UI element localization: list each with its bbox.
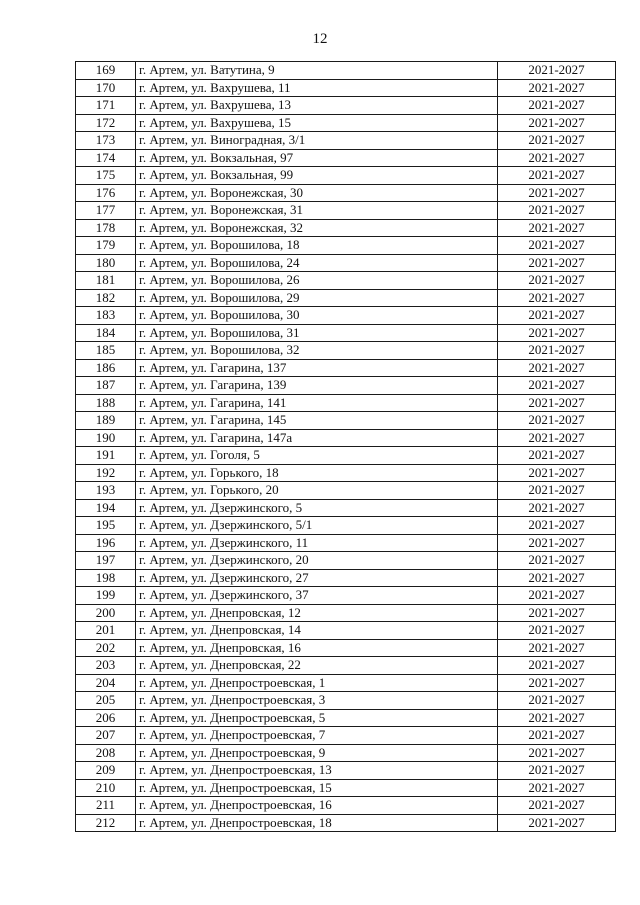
period-cell: 2021-2027 [498,324,616,342]
table-row [76,517,616,535]
period-cell: 2021-2027 [498,744,616,762]
row-number-cell: 212 [76,814,136,832]
address-cell: г. Артем, ул. Гоголя, 5 [136,447,498,465]
address-cell: г. Артем, ул. Ворошилова, 30 [136,307,498,325]
period-cell: 2021-2027 [498,167,616,185]
row-number-cell: 189 [76,412,136,430]
address-cell: г. Артем, ул. Днепростроевская, 15 [136,779,498,797]
address-cell: г. Артем, ул. Дзержинского, 37 [136,587,498,605]
address-cell: г. Артем, ул. Днепростроевская, 3 [136,692,498,710]
period-cell: 2021-2027 [498,657,616,675]
table-row [76,149,616,167]
period-cell: 2021-2027 [498,149,616,167]
address-cell: г. Артем, ул. Ворошилова, 18 [136,237,498,255]
row-number-cell: 173 [76,132,136,150]
period-cell: 2021-2027 [498,412,616,430]
table-row [76,219,616,237]
period-cell: 2021-2027 [498,814,616,832]
row-number-cell: 190 [76,429,136,447]
row-number-cell: 197 [76,552,136,570]
period-cell: 2021-2027 [498,534,616,552]
table-row [76,202,616,220]
period-cell: 2021-2027 [498,254,616,272]
table-row [76,254,616,272]
row-number-cell: 201 [76,622,136,640]
table-row [76,167,616,185]
table-row [76,674,616,692]
row-number-cell: 198 [76,569,136,587]
period-cell: 2021-2027 [498,429,616,447]
table-row [76,324,616,342]
period-cell: 2021-2027 [498,552,616,570]
address-cell: г. Артем, ул. Днепростроевская, 5 [136,709,498,727]
address-cell: г. Артем, ул. Горького, 20 [136,482,498,500]
table-row [76,429,616,447]
row-number-cell: 174 [76,149,136,167]
period-cell: 2021-2027 [498,342,616,360]
row-number-cell: 210 [76,779,136,797]
row-number-cell: 170 [76,79,136,97]
address-cell: г. Артем, ул. Ворошилова, 29 [136,289,498,307]
table-row [76,377,616,395]
address-cell: г. Артем, ул. Вахрушева, 11 [136,79,498,97]
table-row [76,237,616,255]
table-row [76,62,616,80]
period-cell: 2021-2027 [498,569,616,587]
address-cell: г. Артем, ул. Воронежская, 31 [136,202,498,220]
table-row [76,797,616,815]
table-row [76,639,616,657]
row-number-cell: 171 [76,97,136,115]
period-cell: 2021-2027 [498,62,616,80]
table-row [76,692,616,710]
period-cell: 2021-2027 [498,464,616,482]
period-cell: 2021-2027 [498,219,616,237]
table-row [76,499,616,517]
row-number-cell: 207 [76,727,136,745]
table-row [76,569,616,587]
period-cell: 2021-2027 [498,639,616,657]
table-row [76,447,616,465]
row-number-cell: 209 [76,762,136,780]
row-number-cell: 195 [76,517,136,535]
address-cell: г. Артем, ул. Днепровская, 16 [136,639,498,657]
period-cell: 2021-2027 [498,604,616,622]
row-number-cell: 176 [76,184,136,202]
address-cell: г. Артем, ул. Вокзальная, 99 [136,167,498,185]
row-number-cell: 202 [76,639,136,657]
address-cell: г. Артем, ул. Днепровская, 22 [136,657,498,675]
table-row [76,342,616,360]
table-row [76,482,616,500]
address-cell: г. Артем, ул. Дзержинского, 5 [136,499,498,517]
period-cell: 2021-2027 [498,359,616,377]
address-cell: г. Артем, ул. Гагарина, 137 [136,359,498,377]
row-number-cell: 185 [76,342,136,360]
table-row [76,132,616,150]
row-number-cell: 203 [76,657,136,675]
period-cell: 2021-2027 [498,797,616,815]
address-cell: г. Артем, ул. Дзержинского, 11 [136,534,498,552]
table-row [76,464,616,482]
period-cell: 2021-2027 [498,237,616,255]
row-number-cell: 211 [76,797,136,815]
row-number-cell: 206 [76,709,136,727]
page-number: 12 [312,31,328,47]
row-number-cell: 169 [76,62,136,80]
period-cell: 2021-2027 [498,762,616,780]
address-cell: г. Артем, ул. Ворошилова, 31 [136,324,498,342]
address-cell: г. Артем, ул. Горького, 18 [136,464,498,482]
period-cell: 2021-2027 [498,447,616,465]
address-cell: г. Артем, ул. Дзержинского, 5/1 [136,517,498,535]
row-number-cell: 193 [76,482,136,500]
row-number-cell: 186 [76,359,136,377]
row-number-cell: 181 [76,272,136,290]
row-number-cell: 191 [76,447,136,465]
table-row [76,762,616,780]
row-number-cell: 178 [76,219,136,237]
table-row [76,744,616,762]
period-cell: 2021-2027 [498,517,616,535]
period-cell: 2021-2027 [498,692,616,710]
table-row [76,534,616,552]
table-row [76,97,616,115]
address-cell: г. Артем, ул. Днепростроевская, 16 [136,797,498,815]
address-cell: г. Артем, ул. Ворошилова, 24 [136,254,498,272]
row-number-cell: 205 [76,692,136,710]
row-number-cell: 199 [76,587,136,605]
period-cell: 2021-2027 [498,674,616,692]
table-row [76,114,616,132]
period-cell: 2021-2027 [498,394,616,412]
row-number-cell: 175 [76,167,136,185]
row-number-cell: 179 [76,237,136,255]
address-cell: г. Артем, ул. Виноградная, 3/1 [136,132,498,150]
period-cell: 2021-2027 [498,114,616,132]
address-cell: г. Артем, ул. Гагарина, 139 [136,377,498,395]
address-cell: г. Артем, ул. Днепростроевская, 1 [136,674,498,692]
address-cell: г. Артем, ул. Ватутина, 9 [136,62,498,80]
table-row [76,272,616,290]
address-cell: г. Артем, ул. Днепростроевская, 13 [136,762,498,780]
address-cell: г. Артем, ул. Днепростроевская, 7 [136,727,498,745]
period-cell: 2021-2027 [498,587,616,605]
row-number-cell: 208 [76,744,136,762]
period-cell: 2021-2027 [498,272,616,290]
table-row [76,359,616,377]
address-cell: г. Артем, ул. Ворошилова, 32 [136,342,498,360]
period-cell: 2021-2027 [498,97,616,115]
period-cell: 2021-2027 [498,184,616,202]
address-cell: г. Артем, ул. Днепростроевская, 9 [136,744,498,762]
table-row [76,412,616,430]
row-number-cell: 192 [76,464,136,482]
table-row [76,814,616,832]
table-row [76,289,616,307]
address-cell: г. Артем, ул. Днепровская, 12 [136,604,498,622]
row-number-cell: 180 [76,254,136,272]
address-cell: г. Артем, ул. Гагарина, 147а [136,429,498,447]
address-cell: г. Артем, ул. Ворошилова, 26 [136,272,498,290]
period-cell: 2021-2027 [498,709,616,727]
address-cell: г. Артем, ул. Воронежская, 30 [136,184,498,202]
table-row [76,604,616,622]
period-cell: 2021-2027 [498,727,616,745]
address-cell: г. Артем, ул. Днепростроевская, 18 [136,814,498,832]
row-number-cell: 182 [76,289,136,307]
row-number-cell: 196 [76,534,136,552]
row-number-cell: 177 [76,202,136,220]
row-number-cell: 172 [76,114,136,132]
period-cell: 2021-2027 [498,202,616,220]
row-number-cell: 183 [76,307,136,325]
address-cell: г. Артем, ул. Днепровская, 14 [136,622,498,640]
table-row [76,622,616,640]
table-row [76,779,616,797]
table-row [76,709,616,727]
period-cell: 2021-2027 [498,622,616,640]
address-cell: г. Артем, ул. Вахрушева, 13 [136,97,498,115]
row-number-cell: 188 [76,394,136,412]
period-cell: 2021-2027 [498,482,616,500]
address-table [75,61,616,832]
row-number-cell: 200 [76,604,136,622]
table-row [76,394,616,412]
address-cell: г. Артем, ул. Дзержинского, 27 [136,569,498,587]
address-cell: г. Артем, ул. Вахрушева, 15 [136,114,498,132]
address-cell: г. Артем, ул. Гагарина, 141 [136,394,498,412]
period-cell: 2021-2027 [498,499,616,517]
table-row [76,727,616,745]
period-cell: 2021-2027 [498,779,616,797]
table-row [76,657,616,675]
address-cell: г. Артем, ул. Дзержинского, 20 [136,552,498,570]
address-table-body [76,62,616,832]
table-row [76,552,616,570]
period-cell: 2021-2027 [498,79,616,97]
row-number-cell: 204 [76,674,136,692]
table-row [76,587,616,605]
period-cell: 2021-2027 [498,377,616,395]
row-number-cell: 184 [76,324,136,342]
address-cell: г. Артем, ул. Воронежская, 32 [136,219,498,237]
period-cell: 2021-2027 [498,132,616,150]
table-row [76,307,616,325]
table-row [76,79,616,97]
address-cell: г. Артем, ул. Вокзальная, 97 [136,149,498,167]
table-row [76,184,616,202]
period-cell: 2021-2027 [498,289,616,307]
address-cell: г. Артем, ул. Гагарина, 145 [136,412,498,430]
row-number-cell: 187 [76,377,136,395]
period-cell: 2021-2027 [498,307,616,325]
row-number-cell: 194 [76,499,136,517]
